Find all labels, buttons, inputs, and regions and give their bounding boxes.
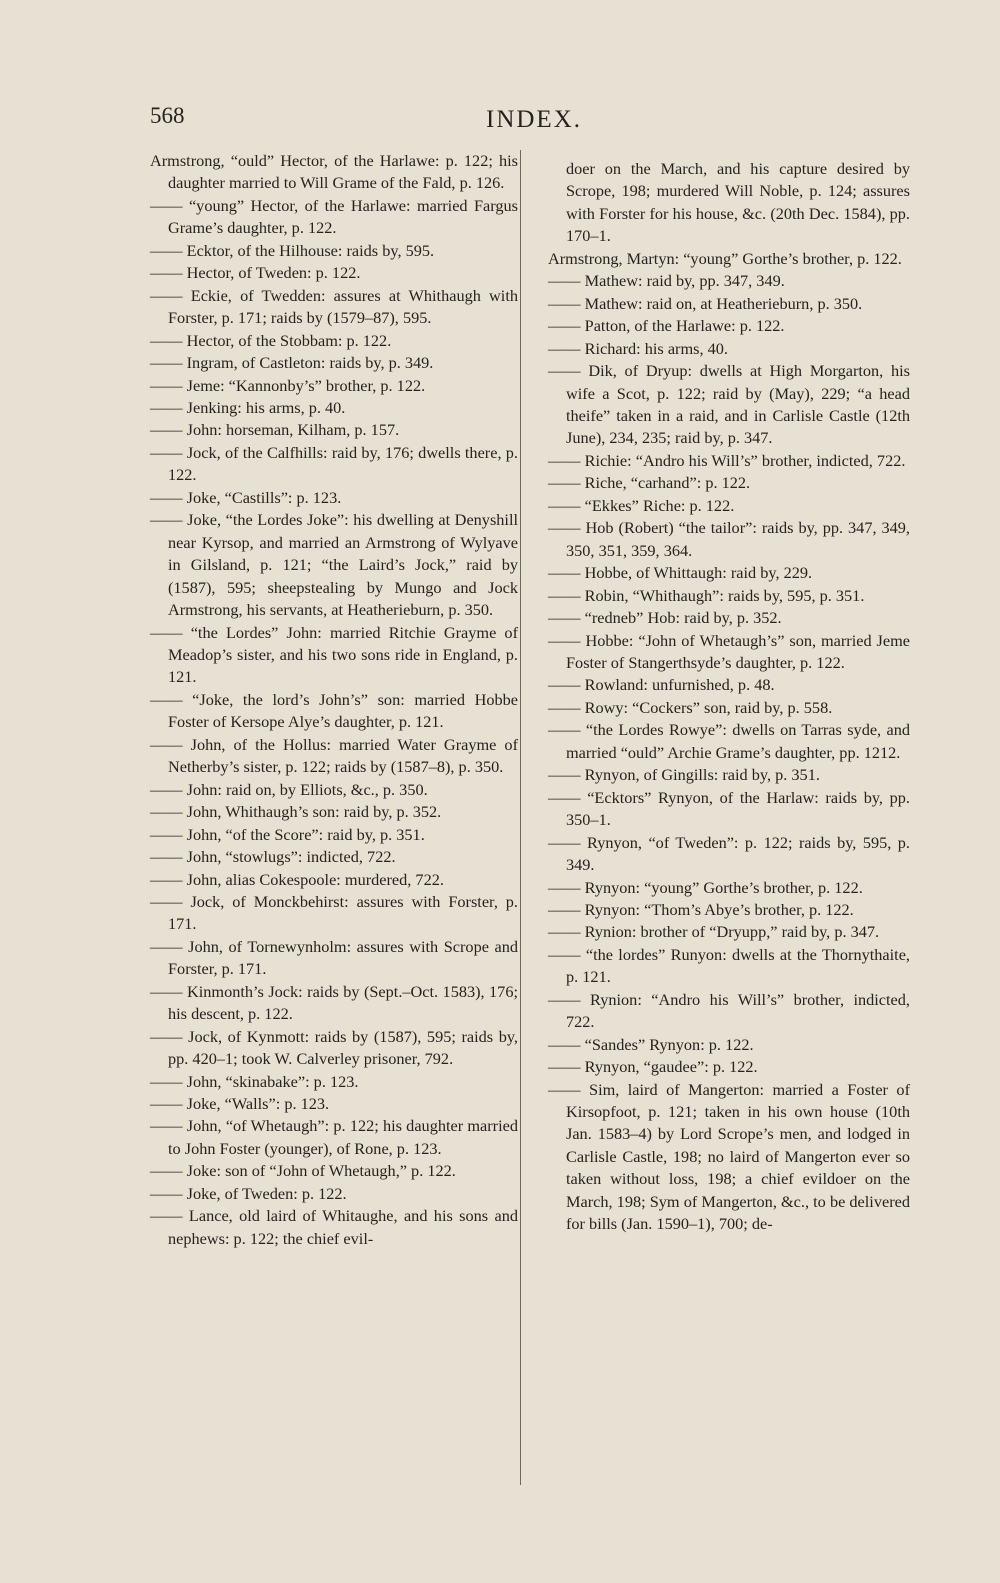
- index-entry: —— “Ekkes” Riche: p. 122.: [548, 495, 735, 515]
- index-entry: —— John, “of the Score”: raid by, p. 351.: [150, 824, 425, 844]
- running-head: INDEX.: [486, 106, 583, 133]
- index-entry: —— Sim, laird of Mangerton: married a Foster of Kirsopfoot, p. 121; taken in his own house (10th Jan. 1583–4) by Lord Scrope’s men, and lodged in Carlisle Castle, 198; no laird of Mangerton ever so taken without loss, 198; a chief evildoer on the March, 198; Sym of Mangerton, &c., to be delivered for bills (Jan. 1590–1), 700; de-: [548, 1079, 910, 1234]
- index-entry: —— Mathew: raid by, pp. 347, 349.: [548, 271, 785, 291]
- index-entry: —— Jock, of Kynmott: raids by (1587), 595; raids by, pp. 420–1; took W. Calverley prisoner, 792.: [150, 1026, 518, 1069]
- column-divider: [520, 150, 521, 1485]
- index-entry: —— Ingram, of Castleton: raids by, p. 349.: [150, 353, 434, 373]
- index-entry: —— John, alias Cokespoole: murdered, 722.: [150, 869, 444, 889]
- index-entry: —— “Joke, the lord’s John’s” son: married Hobbe Foster of Kersope Alye’s daughter, p. 121.: [150, 689, 518, 732]
- index-entry: —— Joke, “the Lordes Joke”: his dwelling at Denyshill near Kyrsop, and married an Armstrong of Wylyave in Gilsland, p. 121; “the Laird’s Jock,” raid by (1587), 595; sheepstealing by Mungo and Jock Armstrong, his servants, at Heatherieburn, p. 350.: [150, 510, 518, 620]
- index-entry: —— “the lordes” Runyon: dwells at the Thornythaite, p. 121.: [548, 944, 910, 987]
- index-entry: —— Jenking: his arms, p. 40.: [150, 397, 346, 417]
- index-entry: —— Rynyon: “young” Gorthe’s brother, p. 122.: [548, 877, 863, 897]
- index-entry: —— John, “skinabake”: p. 123.: [150, 1071, 359, 1091]
- index-entry: —— Joke, “Walls”: p. 123.: [150, 1094, 330, 1114]
- index-entry: —— John, of the Hollus: married Water Grayme of Netherby’s sister, p. 122; raids by (1587–8), p. 350.: [150, 734, 518, 777]
- index-entry: —— Rynyon, “gaudee”: p. 122.: [548, 1057, 758, 1077]
- index-entry: —— Rynion: brother of “Dryupp,” raid by, p. 347.: [548, 922, 880, 942]
- index-entry: Armstrong, “ould” Hector, of the Harlawe: p. 122; his daughter married to Will Grame of the Fald, p. 126.: [150, 151, 518, 193]
- index-entry: —— John: horseman, Kilham, p. 157.: [150, 420, 400, 440]
- index-entry: —— Rowy: “Cockers” son, raid by, p. 558.: [548, 697, 833, 717]
- index-column-right: [548, 158, 910, 1236]
- index-entry: —— Rynyon, of Gingills: raid by, p. 351.: [548, 765, 820, 785]
- index-entry: —— “young” Hector, of the Harlawe: married Fargus Grame’s daughter, p. 122.: [150, 195, 518, 238]
- index-entry: Armstrong, Martyn: “young” Gorthe’s brother, p. 122.: [548, 248, 902, 268]
- index-entry: —— Jock, of Monckbehirst: assures with Forster, p. 171.: [150, 891, 518, 934]
- index-entry: —— Hob (Robert) “the tailor”: raids by, pp. 347, 349, 350, 351, 359, 364.: [548, 518, 910, 560]
- index-entry: —— John: raid on, by Elliots, &c., p. 350.: [150, 779, 428, 799]
- index-entry: doer on the March, and his capture desired by Scrope, 198; murdered Will Noble, p. 124; assures with Forster for his house, &c. (20th Dec. 1584), pp. 170–1.: [566, 159, 910, 246]
- index-entry: —— “the Lordes Rowye”: dwells on Tarras syde, and married “ould” Archie Grame’s daughter, pp. 1212.: [548, 720, 910, 762]
- index-entry: —— Mathew: raid on, at Heatherieburn, p. 350.: [548, 293, 863, 313]
- index-entry: —— Joke, “Castills”: p. 123.: [150, 487, 342, 507]
- index-entry: —— Rynyon: “Thom’s Abye’s brother, p. 122.: [548, 899, 854, 919]
- index-entry: —— Ecktor, of the Hilhouse: raids by, 595.: [150, 240, 435, 260]
- page-number: 568: [150, 103, 185, 128]
- index-column-left: [150, 150, 518, 1250]
- index-entry: —— Jeme: “Kannonby’s” brother, p. 122.: [150, 375, 426, 395]
- index-entry: —— “Sandes” Rynyon: p. 122.: [548, 1034, 754, 1054]
- index-entry: —— Hobbe, of Whittaugh: raid by, 229.: [548, 563, 813, 583]
- index-entry: —— Rowland: unfurnished, p. 48.: [548, 675, 775, 695]
- index-entry: —— “the Lordes” John: married Ritchie Grayme of Meadop’s sister, and his two sons ride in England, p. 121.: [150, 622, 518, 687]
- index-entry: —— Richie: “Andro his Will’s” brother, indicted, 722.: [548, 450, 906, 470]
- index-entry: —— Eckie, of Twedden: assures at Whithaugh with Forster, p. 171; raids by (1579–87), 595.: [150, 285, 518, 328]
- index-entry: —— Rynion: “Andro his Will’s” brother, indicted, 722.: [548, 989, 910, 1032]
- index-entry: —— Hector, of Tweden: p. 122.: [150, 263, 361, 283]
- index-entry: —— Richard: his arms, 40.: [548, 338, 728, 358]
- index-entry: —— Robin, “Whithaugh”: raids by, 595, p. 351.: [548, 585, 865, 605]
- index-entry: —— Hector, of the Stobbam: p. 122.: [150, 330, 392, 350]
- index-entry: —— Riche, “carhand”: p. 122.: [548, 473, 751, 493]
- index-entry: —— Rynyon, “of Tweden”: p. 122; raids by, 595, p. 349.: [548, 832, 910, 875]
- index-entry: —— Patton, of the Harlawe: p. 122.: [548, 316, 785, 336]
- index-entry: —— Joke, of Tweden: p. 122.: [150, 1183, 347, 1203]
- index-entry: —— John, “of Whetaugh”: p. 122; his daughter married to John Foster (younger), of Rone, p. 123.: [150, 1116, 518, 1158]
- index-entry: —— John, “stowlugs”: indicted, 722.: [150, 847, 396, 867]
- index-entry: —— John, Whithaugh’s son: raid by, p. 352.: [150, 802, 442, 822]
- index-entry: —— Hobbe: “John of Whetaugh’s” son, married Jeme Foster of Stangerthsyde’s daughter, p. 122.: [548, 630, 910, 672]
- index-entry: —— “Ecktors” Rynyon, of the Harlaw: raids by, pp. 350–1.: [548, 787, 910, 830]
- index-entry: —— John, of Tornewynholm: assures with Scrope and Forster, p. 171.: [150, 936, 518, 979]
- index-entry: —— Jock, of the Calfhills: raid by, 176; dwells there, p. 122.: [150, 442, 518, 485]
- index-entry: —— Lance, old laird of Whitaughe, and his sons and nephews: p. 122; the chief evil-: [150, 1206, 518, 1248]
- index-entry: —— Dik, of Dryup: dwells at High Morgarton, his wife a Scot, p. 122; raid by (May), 229; “a head theife” taken in a raid, and in Carlisle Castle (12th June), 234, 235; raid by, p. 347.: [548, 361, 910, 448]
- index-entry: —— “redneb” Hob: raid by, p. 352.: [548, 608, 782, 628]
- index-entry: —— Joke: son of “John of Whetaugh,” p. 122.: [150, 1161, 456, 1181]
- index-entry: —— Kinmonth’s Jock: raids by (Sept.–Oct. 1583), 176; his descent, p. 122.: [150, 981, 518, 1024]
